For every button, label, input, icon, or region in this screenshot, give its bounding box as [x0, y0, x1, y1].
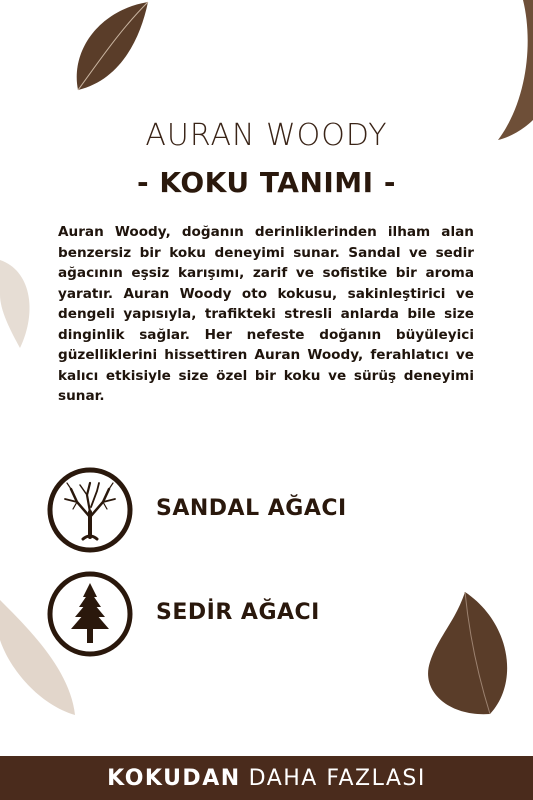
leaf-mid-left-icon: [0, 240, 40, 350]
leaf-top-left-icon: [70, 0, 150, 95]
leaf-bottom-right-icon: [410, 592, 525, 717]
footer-banner: [0, 756, 533, 800]
description-paragraph: Auran Woody, doğanın derinliklerinden ilham alan benzersiz bir koku deneyimi sunar. Sandal ve sedir ağacının eşsiz karışımı, zarif ve sofistike bir aroma yaratır. Auran Woody oto kokusu, sakinleştirici ve dengeli yapısıyla, trafikteki stresli anlarda bile size dinginlik sağlar. Her nefeste doğanın büyüleyici güzelliklerini hissettiren Auran Woody, ferahlatıcı ve kalıcı etkisiyle size özel bir koku ve sürüş deneyimi sunar.: [58, 224, 474, 404]
ingredient-label-sedir: SEDİR AĞACI: [156, 600, 320, 625]
product-title: AURAN WOODY: [145, 118, 388, 153]
section-subtitle: - KOKU TANIMI -: [137, 166, 396, 199]
bare-tree-icon: [47, 467, 133, 553]
ingredient-label-sandal: SANDAL AĞACI: [156, 496, 347, 521]
footer-light-text: DAHA FAZLASI: [248, 765, 426, 791]
pine-tree-icon: [47, 571, 133, 657]
footer-bold-text: KOKUDAN: [107, 765, 241, 791]
